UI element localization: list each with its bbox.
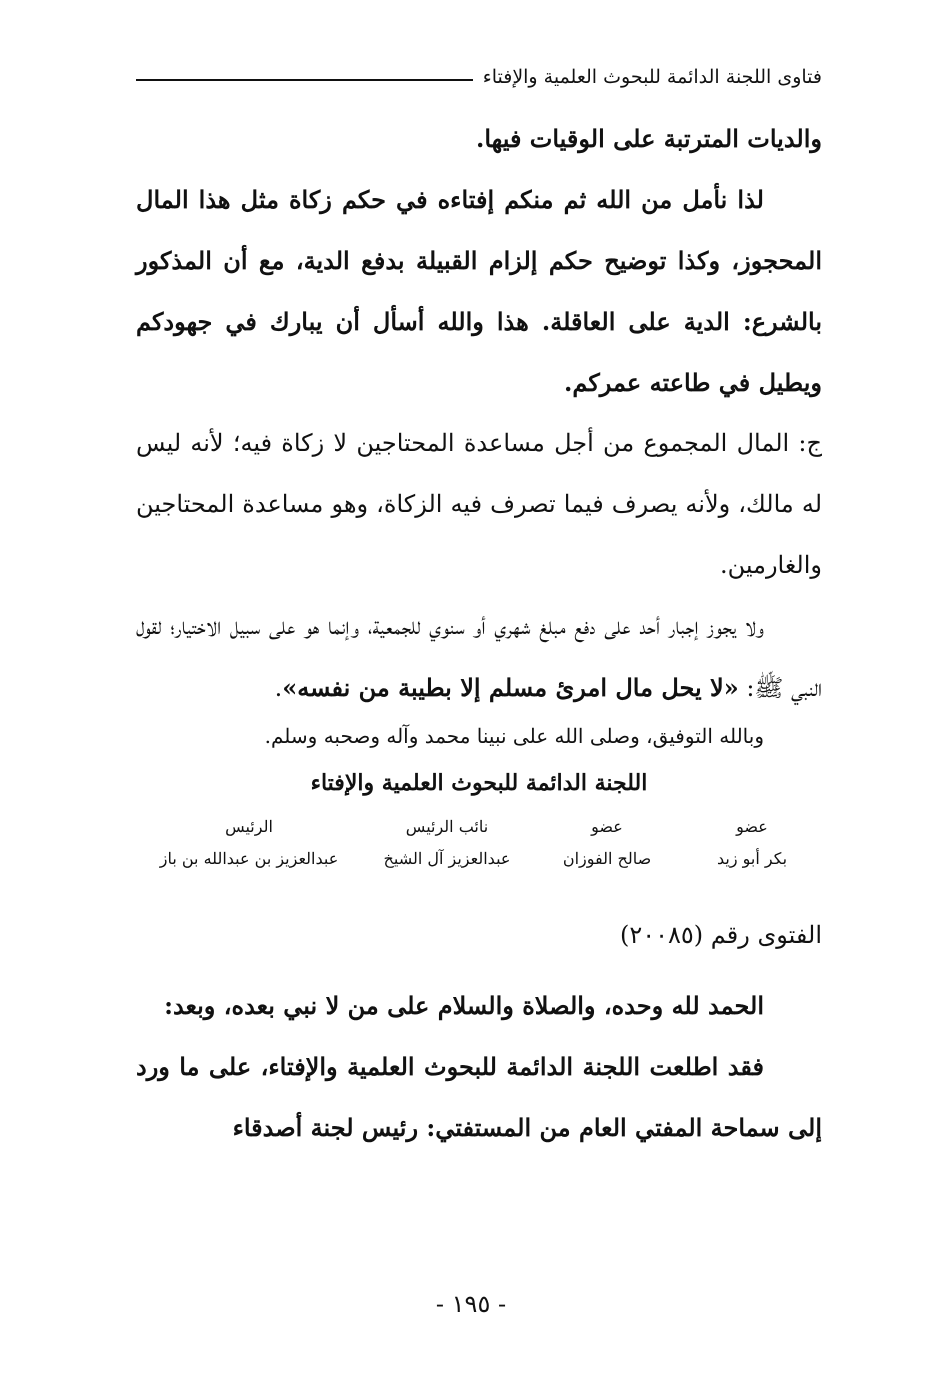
answer-paragraph-2 xyxy=(136,596,822,719)
closing-statement: وبالله التوفيق، وصلى الله على نبينا محمد وآله وصحبه وسلم. xyxy=(264,724,764,748)
signature-role: عضو xyxy=(736,817,768,836)
signature-role: عضو xyxy=(591,817,623,836)
answer-text: ولا يجوز إجبار أحد على دفع مبلغ شهري أو سنوي للجمعية، وإنما هو على سبيل الاختيار؛ لقول النبي ﷺ: xyxy=(136,612,822,702)
signature-role: نائب الرئيس xyxy=(405,817,489,836)
fatwa-opening: الحمد لله وحده، والصلاة والسلام على من لا نبي بعده، وبعد: xyxy=(164,991,764,1020)
question-paragraph: لذا نأمل من الله ثم منكم إفتاءه في حكم زكاة مثل هذا المال المحجوز، وكذا توضيح حكم إلزام القبيلة بدفع الدية، مع أن المذكور بالشرع: الدية على العاقلة. هذا والله أسأل أن يبارك في جهودكم ويطيل في طاعته عمركم. xyxy=(136,185,822,397)
page-number: - ١٩٥ - xyxy=(435,1290,507,1318)
signature-name: بكر أبو زيد xyxy=(716,849,788,868)
signature-name: صالح الفوزان xyxy=(562,849,652,868)
running-header xyxy=(136,60,822,94)
fatwa-paragraph: فقد اطلعت اللجنة الدائمة للبحوث العلمية والإفتاء، على ما ورد إلى سماحة المفتي العام من المستفتي: رئيس لجنة أصدقاء xyxy=(136,1052,822,1142)
question-paragraph-continued: والديات المترتبة على الوقيات فيها. xyxy=(475,124,822,153)
page-content xyxy=(136,108,822,1158)
signature-member-4 xyxy=(682,811,822,875)
header-rule xyxy=(136,79,473,81)
hadith-quote: «لا يحل مال امرئ مسلم إلا بطيبة من نفسه» xyxy=(282,673,739,702)
signature-vice-president xyxy=(362,811,532,875)
signatures-block xyxy=(136,811,822,875)
signature-president xyxy=(136,811,362,875)
committee-name: اللجنة الدائمة للبحوث العلمية والإفتاء xyxy=(310,770,648,796)
signature-role: الرئيس xyxy=(225,817,273,836)
answer-end: . xyxy=(274,674,283,702)
signature-name: عبدالعزيز بن عبدالله بن باز xyxy=(159,849,339,868)
signature-name: عبدالعزيز آل الشيخ xyxy=(383,849,511,868)
answer-paragraph: ج: المال المجموع من أجل مساعدة المحتاجين لا زكاة فيه؛ لأنه ليس له مالك، ولأنه يصرف فيما تصرف فيه الزكاة، وهو مساعدة المحتاجين والغارمين. xyxy=(136,429,822,579)
header-title: فتاوى اللجنة الدائمة للبحوث العلمية والإفتاء xyxy=(482,66,822,88)
fatwa-number: الفتوى رقم (٢٠٠٨٥) xyxy=(619,921,822,949)
signature-member-3 xyxy=(532,811,682,875)
